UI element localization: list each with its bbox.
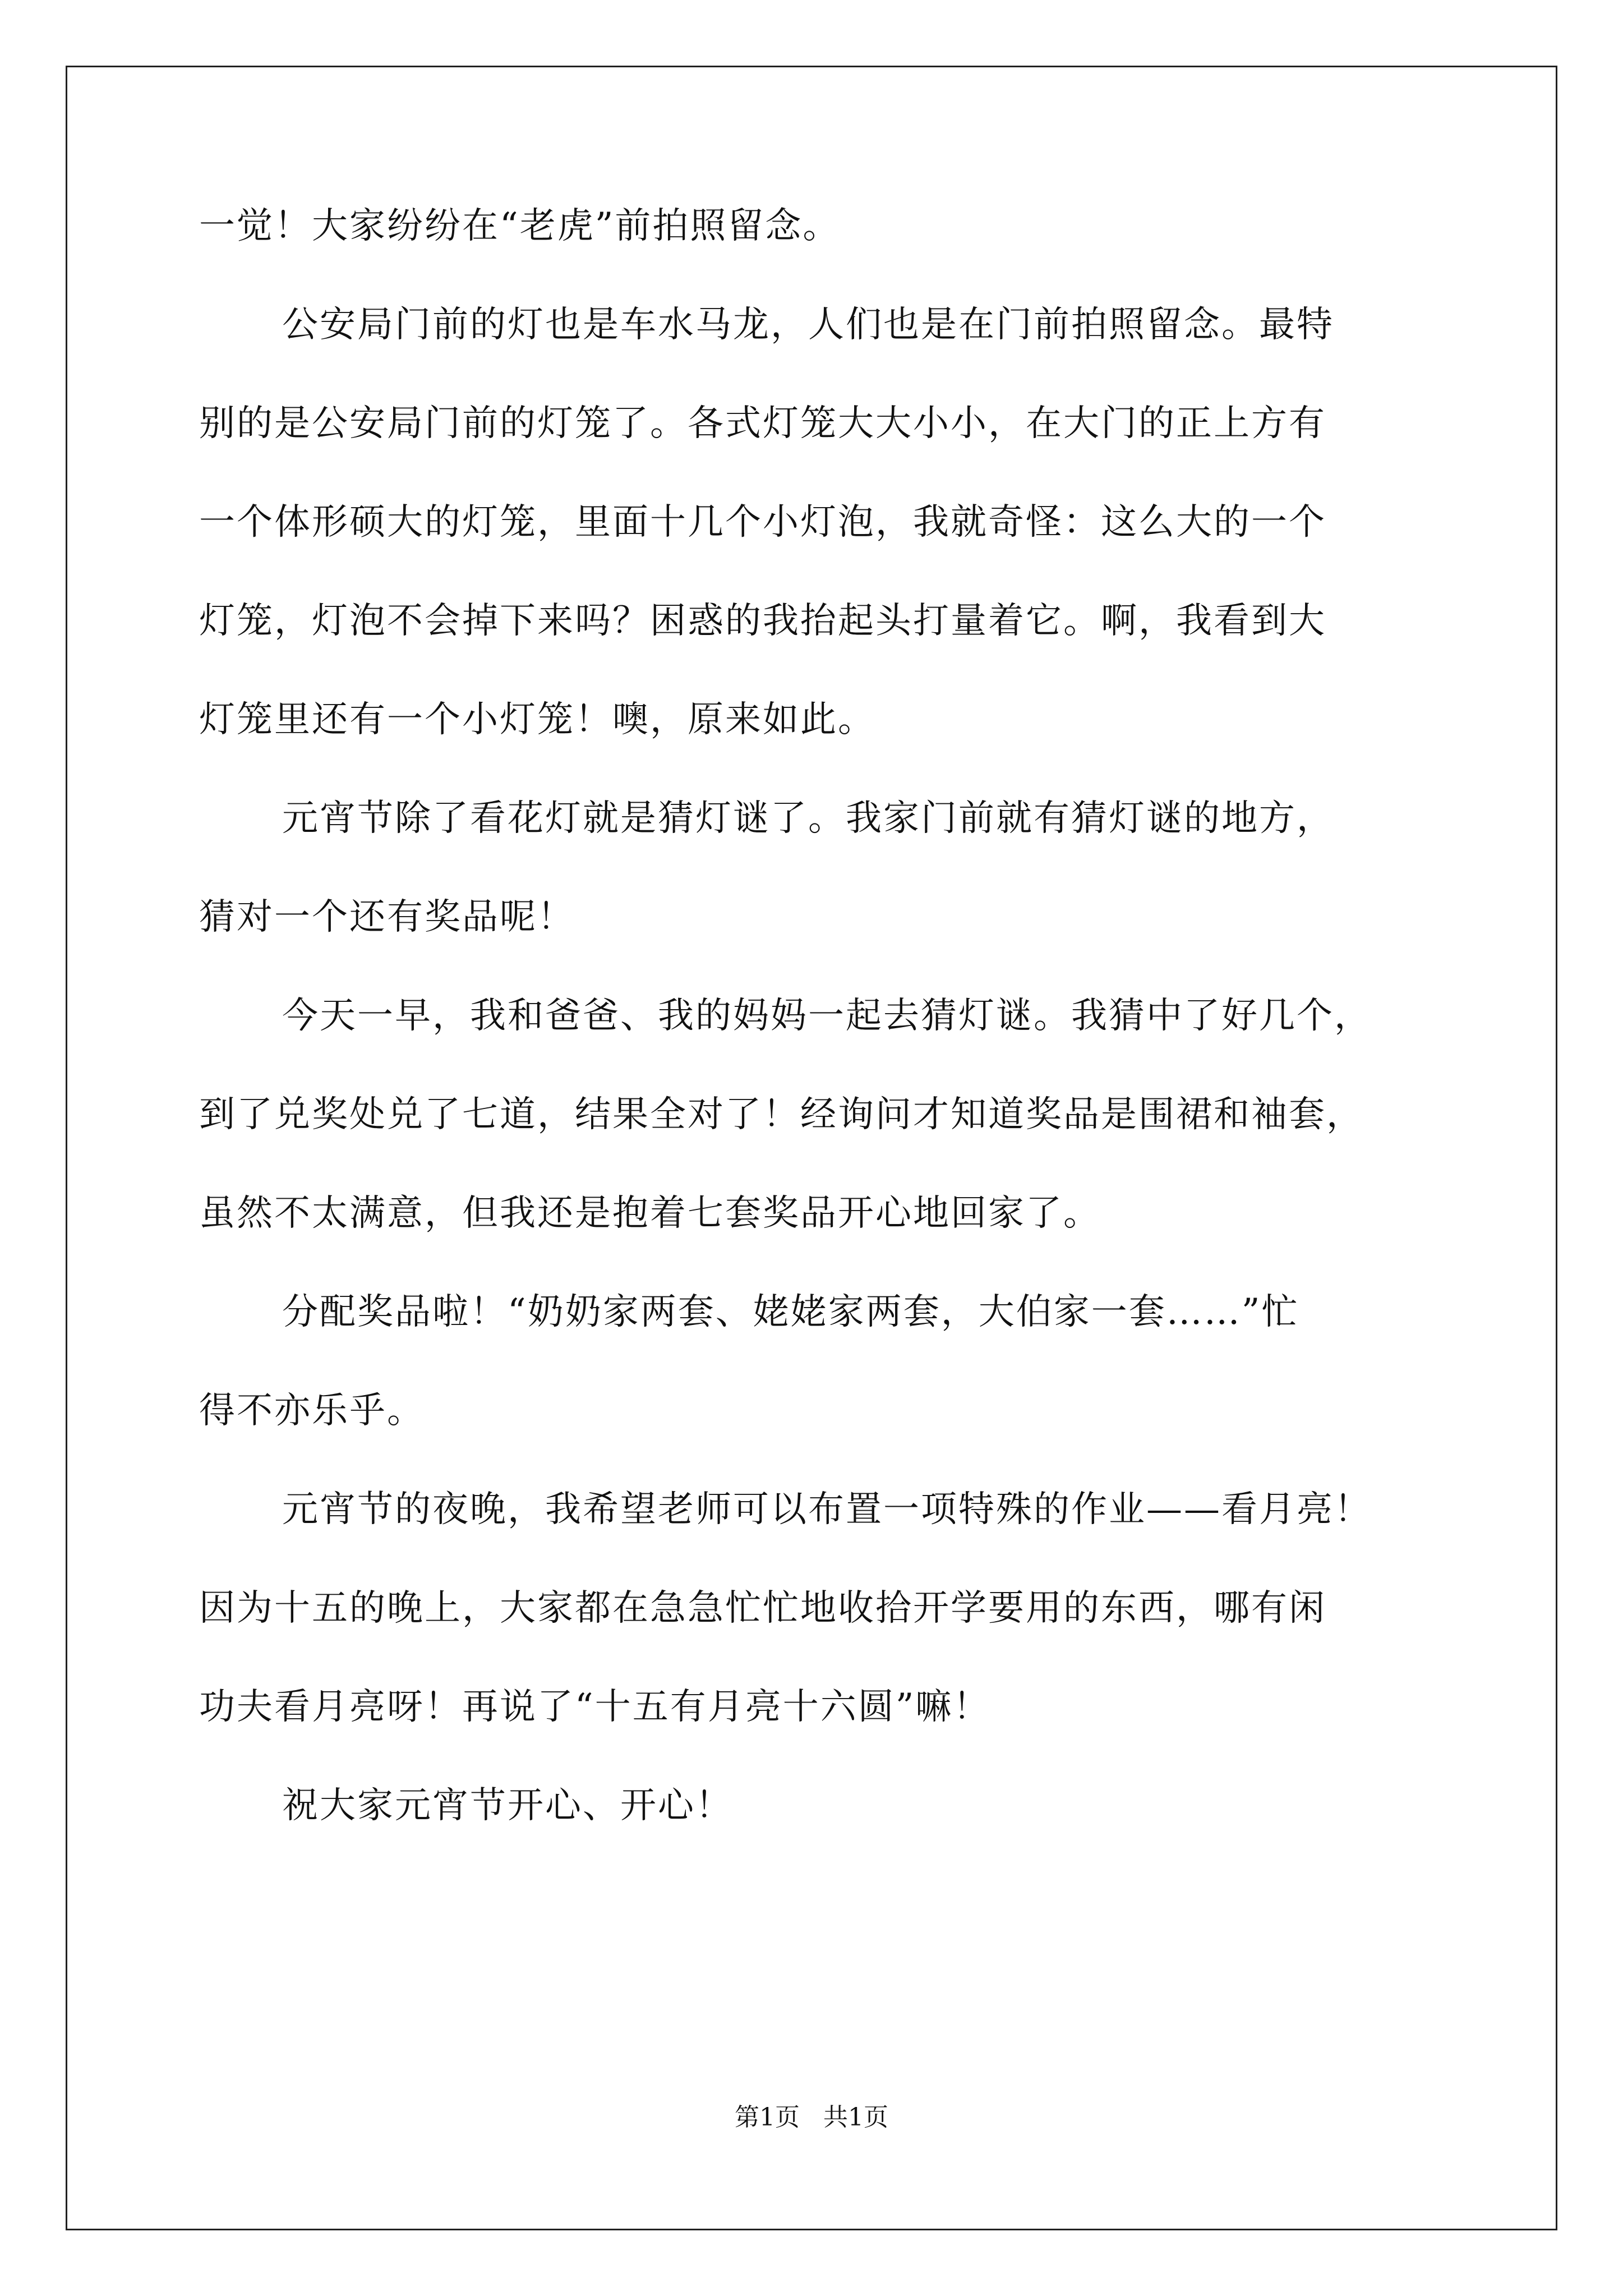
text-line: 灯笼，灯泡不会掉下来吗？困惑的我抬起头打量着它。啊，我看到大 — [199, 600, 1326, 642]
page-number-footer: 第1页 共1页 — [735, 2103, 888, 2132]
text-line: 到了兑奖处兑了七道，结果全对了！经询问才知道奖品是围裙和袖套， — [199, 1094, 1364, 1135]
text-line: 元宵节除了看花灯就是猜灯谜了。我家门前就有猜灯谜的地方， — [282, 798, 1334, 839]
text-line: 一觉！大家纷纷在“老虎”前拍照留念。 — [199, 205, 841, 247]
text-line: 得不亦乐乎。 — [199, 1390, 425, 1432]
text-line: 因为十五的晚上，大家都在急急忙忙地收拾开学要用的东西，哪有闲 — [199, 1588, 1326, 1629]
text-line: 灯笼里还有一个小灯笼！噢，原来如此。 — [199, 699, 875, 740]
text-line: 猜对一个还有奖品呢！ — [199, 896, 575, 938]
text-line: 祝大家元宵节开心、开心！ — [282, 1785, 733, 1826]
text-line: 一个体形硕大的灯笼，里面十几个小灯泡，我就奇怪：这么大的一个 — [199, 501, 1326, 543]
text-line: 今天一早，我和爸爸、我的妈妈一起去猜灯谜。我猜中了好几个， — [282, 995, 1372, 1037]
text-line: 分配奖品啦！“奶奶家两套、姥姥家两套，大伯家一套……”忙 — [282, 1291, 1299, 1333]
text-line: 元宵节的夜晚，我希望老师可以布置一项特殊的作业——看月亮！ — [282, 1489, 1372, 1530]
text-line: 虽然不太满意，但我还是抱着七套奖品开心地回家了。 — [199, 1193, 1101, 1234]
text-line: 公安局门前的灯也是车水马龙，人们也是在门前拍照留念。最特 — [282, 304, 1334, 346]
document-body — [199, 201, 1478, 1879]
text-line: 功夫看月亮呀！再说了“十五有月亮十六圆”嘛！ — [199, 1686, 991, 1728]
text-line: 别的是公安局门前的灯笼了。各式灯笼大大小小，在大门的正上方有 — [199, 403, 1326, 444]
